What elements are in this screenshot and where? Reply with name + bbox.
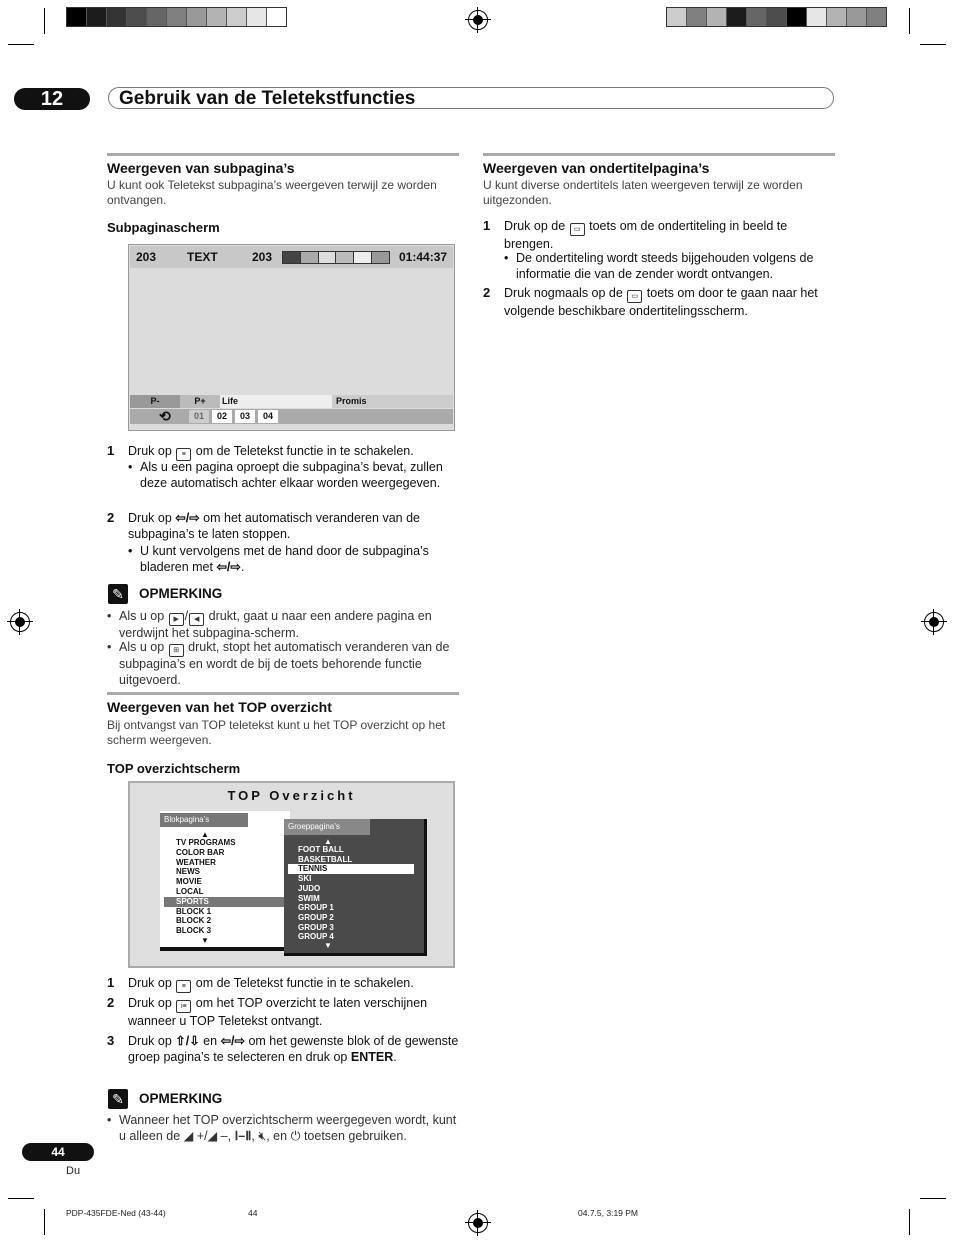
group-page-item[interactable]: GROUP 1 xyxy=(298,903,334,913)
section-heading-subtitles: Weergeven van ondertitelpagina’s xyxy=(483,160,710,176)
subpage-row xyxy=(130,409,453,424)
teletext-header xyxy=(130,246,453,268)
mute-icon: 🔇︎ xyxy=(258,1128,267,1143)
top-overview-screen xyxy=(128,781,455,968)
block-pages-panel xyxy=(160,811,290,951)
subpage-number: 04 xyxy=(258,410,278,423)
subpage-number: 01 xyxy=(189,410,209,423)
subtitle-button-icon: ▭ xyxy=(570,223,585,236)
color-swatches-right xyxy=(666,7,887,27)
block-page-item[interactable]: LOCAL xyxy=(176,887,204,896)
scroll-up-icon: ▲ xyxy=(324,837,332,846)
color-swatch xyxy=(747,8,767,26)
group-page-item[interactable]: GROUP 2 xyxy=(298,912,334,922)
step-2: 2 Druk op ⇦/⇨ om het automatisch veranderen van de subpagina’s te laten stoppen. xyxy=(107,510,420,541)
color-swatch xyxy=(667,8,687,26)
block-page-item[interactable]: BLOCK 3 xyxy=(176,926,212,936)
step-3: 3 Druk op ⇧/⇩ en ⇦/⇨ om het gewenste blok of de gewenste groep pagina’s te selecteren en druk op ENTER. xyxy=(107,1033,459,1064)
color-swatch xyxy=(867,8,886,26)
group-pages-panel xyxy=(284,819,427,956)
subpage-number: 03 xyxy=(235,410,255,423)
color-swatch xyxy=(847,8,867,26)
crop-mark xyxy=(44,8,45,34)
file-name: PDP-435FDE-Ned (43-44) xyxy=(66,1208,166,1218)
group-page-item[interactable]: BASKETBALL xyxy=(298,854,353,864)
block-page-item[interactable]: TV PROGRAMS xyxy=(176,838,236,847)
registration-mark-icon xyxy=(468,10,488,30)
hold-button-icon: ⊞ xyxy=(169,644,184,657)
scroll-down-icon: ▼ xyxy=(324,941,332,950)
color-swatch xyxy=(127,8,147,26)
color-swatch xyxy=(687,8,707,26)
crop-mark xyxy=(909,1209,910,1235)
page-number: 203 xyxy=(252,250,273,264)
section-rule xyxy=(107,692,459,695)
note-item: • Als u op ▶ / ◀ drukt, gaat u naar een andere pagina en verdwijnt het subpagina-scherm. xyxy=(107,609,432,640)
crop-mark xyxy=(920,44,946,45)
registration-mark-icon xyxy=(468,1213,488,1233)
left-right-arrow-icon: ⇦/⇨ xyxy=(175,511,200,525)
footer-page-number: 44 xyxy=(248,1208,258,1218)
print-date: 04.7.5, 3:19 PM xyxy=(578,1208,639,1218)
section-intro: U kunt ook Teletekst subpagina’s weergeven terwijl ze worden ontvangen. xyxy=(107,178,437,207)
page-up-button-icon: ▶ xyxy=(169,613,184,626)
color-swatch xyxy=(87,8,107,26)
note-pencil-icon: ✎ xyxy=(108,1089,128,1109)
left-right-arrow-icon: ⇦/⇨ xyxy=(220,1034,245,1048)
crop-mark xyxy=(909,8,910,34)
registration-mark-icon xyxy=(10,612,30,632)
text-label: TEXT xyxy=(187,250,218,264)
crop-mark xyxy=(44,1209,45,1235)
color-swatch xyxy=(147,8,167,26)
color-swatch xyxy=(787,8,807,26)
page-number-badge: 44 xyxy=(22,1143,94,1161)
subtitle-button-icon: ▭ xyxy=(627,290,642,303)
bullet: • Als u een pagina oproept die subpagina’s bevat, zullen deze automatisch achter elkaar worden weergegeven. xyxy=(128,460,443,490)
language-code: Du xyxy=(66,1165,81,1177)
group-page-item[interactable]: FOOT BALL xyxy=(298,845,344,854)
chapter-number: 12 xyxy=(14,88,90,110)
crop-mark xyxy=(8,1198,34,1199)
section-rule xyxy=(483,153,835,156)
color-swatch xyxy=(727,8,747,26)
color-swatch xyxy=(207,8,227,26)
input-select-icon: Ⅰ–Ⅱ xyxy=(234,1128,252,1143)
color-swatch xyxy=(767,8,787,26)
cycle-icon: ⟲ xyxy=(159,408,171,424)
color-swatch xyxy=(247,8,267,26)
top-title: TOP Overzicht xyxy=(227,788,356,803)
color-swatch xyxy=(227,8,247,26)
group-page-item[interactable]: TENNIS xyxy=(288,864,414,874)
group-page-item[interactable]: JUDO xyxy=(298,883,321,893)
screen-heading: Subpaginascherm xyxy=(107,220,220,235)
color-swatch xyxy=(187,8,207,26)
color-swatch xyxy=(707,8,727,26)
section-heading-top: Weergeven van het TOP overzicht xyxy=(107,699,332,715)
clock: 01:44:37 xyxy=(399,250,448,264)
block-page-item[interactable]: BLOCK 2 xyxy=(176,916,212,926)
scroll-up-icon: ▲ xyxy=(201,830,209,839)
index-button-icon: i≡ xyxy=(176,1000,191,1013)
chapter-title: Gebruik van de Teletekstfuncties xyxy=(108,87,834,109)
progress-bar xyxy=(282,251,390,264)
bullet: • U kunt vervolgens met de hand door de subpagina’s bladeren met ⇦/⇨. xyxy=(128,544,429,574)
bullet: • De ondertiteling wordt steeds bijgehouden volgens de informatie die van de zender wordt ontvangen. xyxy=(504,251,814,281)
subpage-number: 02 xyxy=(212,410,232,423)
group-page-item[interactable]: GROUP 4 xyxy=(298,932,334,942)
crop-mark xyxy=(920,1198,946,1199)
scroll-down-icon: ▼ xyxy=(201,936,209,945)
page-number: 203 xyxy=(136,250,157,264)
group-page-item[interactable]: SKI xyxy=(298,874,312,884)
group-pages-header: Groeppagina’s xyxy=(284,819,370,835)
color-swatch xyxy=(107,8,127,26)
section-heading-subpages: Weergeven van subpagina’s xyxy=(107,160,295,176)
color-swatch xyxy=(827,8,847,26)
block-page-item[interactable]: WEATHER xyxy=(176,857,216,867)
block-page-item[interactable]: COLOR BAR xyxy=(176,847,225,857)
step-2: 2 Druk op i≡ om het TOP overzicht te laten verschijnen wanneer u TOP Teletekst ontvangt. xyxy=(107,995,428,1028)
step-1: 1 Druk op ≡ om de Teletekst functie in te schakelen. xyxy=(107,975,462,993)
screen-heading: TOP overzichtscherm xyxy=(107,761,241,776)
subpage-screen xyxy=(128,244,455,431)
section-rule xyxy=(107,153,459,156)
color-swatch xyxy=(67,8,87,26)
up-down-arrow-icon: ⇧/⇩ xyxy=(175,1034,200,1048)
volume-icon: ◢ xyxy=(183,1128,194,1143)
page-down-button-icon: ◀ xyxy=(189,613,204,626)
teletext-button-icon: ≡ xyxy=(176,980,191,993)
p-plus-key: P+ xyxy=(180,395,220,408)
step-1: 1 Druk op de ▭ toets om de ondertiteling in beeld te brengen. xyxy=(483,218,788,251)
block-page-item[interactable]: NEWS xyxy=(176,867,200,877)
block-page-item[interactable]: BLOCK 1 xyxy=(176,906,212,916)
crop-mark xyxy=(8,44,34,45)
section-intro: Bij ontvangst van TOP teletekst kunt u het TOP overzicht op het scherm weergeven. xyxy=(107,718,446,747)
promis-key: Promis xyxy=(332,395,453,408)
volume-icon: ◢ xyxy=(207,1128,218,1143)
life-key: Life xyxy=(220,395,332,408)
step-2: 2 Druk nogmaals op de ▭ toets om door te gaan naar het volgende beschikbare ondertitelingsscherm. xyxy=(483,285,818,318)
note-item: • Als u op ⊞ drukt, stopt het automatisch veranderen van de subpagina’s en wordt de bij de toets behorende functie uitgevoerd. xyxy=(107,640,450,687)
note-label: OPMERKING xyxy=(139,586,223,601)
note-pencil-icon: ✎ xyxy=(108,584,128,604)
step-1: 1 Druk op ≡ om de Teletekst functie in te schakelen. xyxy=(107,443,462,461)
group-page-item[interactable]: GROUP 3 xyxy=(298,922,334,932)
power-icon: ⏻ xyxy=(290,1128,301,1143)
teletext-button-icon: ≡ xyxy=(176,448,191,461)
section-intro: U kunt diverse ondertitels laten weergeven terwijl ze worden uitgezonden. xyxy=(483,178,803,207)
note-label: OPMERKING xyxy=(139,1091,223,1106)
color-swatch xyxy=(267,8,286,26)
block-page-item[interactable]: SPORTS xyxy=(164,897,290,907)
group-page-item[interactable]: SWIM xyxy=(298,893,320,903)
block-pages-header: Blokpagina’s xyxy=(160,813,248,827)
note-item: • Wanneer het TOP overzichtscherm weergegeven wordt, kunt u alleen de ◢ +/◢ –, Ⅰ–Ⅱ, 🔇︎, en ⏻ toetsen gebruiken. xyxy=(107,1113,457,1143)
block-page-item[interactable]: MOVIE xyxy=(176,877,202,887)
p-minus-key: P- xyxy=(130,395,180,408)
color-swatches-left xyxy=(66,7,287,27)
color-swatch xyxy=(167,8,187,26)
left-right-arrow-icon: ⇦/⇨ xyxy=(216,560,241,574)
color-swatch xyxy=(807,8,827,26)
registration-mark-icon xyxy=(924,612,944,632)
